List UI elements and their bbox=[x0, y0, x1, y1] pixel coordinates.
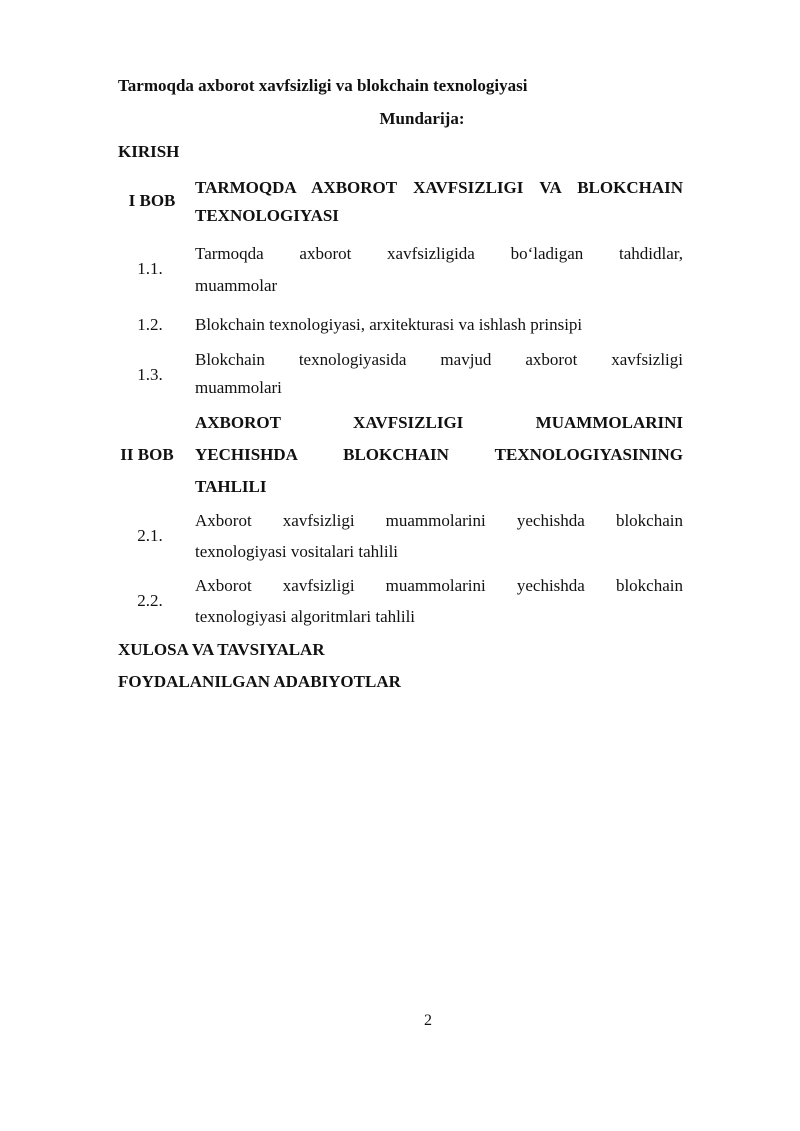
toc-entry-1-3 bbox=[118, 346, 683, 402]
toc-entry-title-line: muammolari bbox=[195, 378, 282, 397]
toc-entry-title-line: YECHISHDA BLOKCHAIN TEXNOLOGIYASINING bbox=[195, 445, 683, 464]
toc-entry-number: I BOB bbox=[128, 191, 176, 210]
toc-entry-title-line: muammolar bbox=[195, 276, 278, 295]
document-title: Tarmoqda axborot xavfsizligi va blokchain texnologiyasi bbox=[118, 76, 528, 95]
toc-entry-title-line: TAHLILI bbox=[195, 477, 267, 496]
toc-entry-number: II BOB bbox=[120, 445, 174, 464]
toc-entry-references: FOYDALANILGAN ADABIYOTLAR bbox=[118, 672, 401, 691]
toc-entry-number: 1.2. bbox=[137, 315, 163, 334]
toc-entry-title-line: Blokchain texnologiyasi, arxitekturasi va ishlash prinsipi bbox=[195, 315, 583, 334]
toc-entry-2-1 bbox=[118, 505, 683, 567]
toc-entry-number: 2.1. bbox=[137, 526, 163, 545]
toc-entry-conclusion: XULOSA VA TAVSIYALAR bbox=[118, 640, 325, 659]
toc-entry-title-line: Axborot xavfsizligi muammolarini yechishda blokchain bbox=[195, 576, 683, 595]
toc-entry-title bbox=[195, 570, 683, 632]
toc-entry-title-line: texnologiyasi vositalari tahlili bbox=[195, 542, 399, 561]
toc-entry-title-line: texnologiyasi algoritmlari tahlili bbox=[195, 607, 416, 626]
toc-entry-2-2 bbox=[118, 570, 683, 632]
toc-entry-title-line: TARMOQDA AXBOROT XAVFSIZLIGI VA BLOKCHAIN bbox=[195, 178, 683, 197]
toc-entry-title-line: AXBOROT XAVFSIZLIGI MUAMMOLARINI bbox=[195, 413, 683, 432]
toc-entry-number: 2.2. bbox=[137, 591, 163, 610]
toc-entry-title bbox=[195, 315, 683, 335]
toc-entry-title bbox=[195, 174, 683, 230]
toc-entry-title-line: Tarmoqda axborot xavfsizligida bo‘ladigan tahdidlar, bbox=[195, 244, 683, 263]
toc-entry-number: 1.1. bbox=[137, 259, 163, 278]
toc-entry-title-line: TEXNOLOGIYASI bbox=[195, 206, 339, 225]
toc-entry-1-2 bbox=[118, 313, 683, 341]
toc-entry-title-line: Axborot xavfsizligi muammolarini yechishda blokchain bbox=[195, 511, 683, 530]
toc-entry-number: 1.3. bbox=[137, 365, 163, 384]
toc-entry-intro: KIRISH bbox=[118, 142, 180, 161]
toc-heading: Mundarija: bbox=[379, 109, 465, 128]
page-number: 2 bbox=[424, 1012, 432, 1029]
toc-entry-title-line: Blokchain texnologiyasida mavjud axborot xavfsizligi bbox=[195, 350, 683, 369]
toc-entry-chapter-1 bbox=[118, 174, 683, 230]
toc-entry-title bbox=[195, 407, 683, 503]
toc-entry-chapter-2 bbox=[118, 407, 683, 503]
toc-entry-title bbox=[195, 505, 683, 567]
toc-entry-title bbox=[195, 346, 683, 402]
toc-entry-1-1 bbox=[118, 238, 683, 302]
toc-entry-title bbox=[195, 238, 683, 302]
